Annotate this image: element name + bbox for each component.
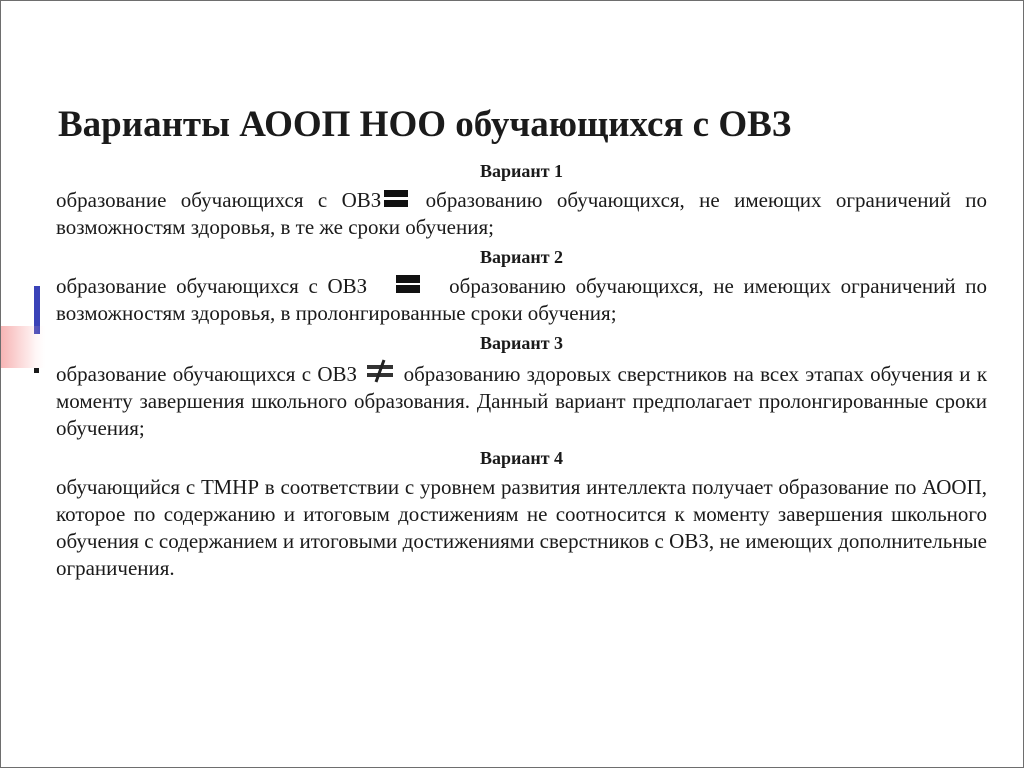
- variant-text-end: образованию обучающихся, не имеющих ограничений по возможностям здоровья, в пролонгированные сроки обучения;: [56, 274, 988, 325]
- not-equals-icon: [365, 359, 395, 383]
- slide-content: [56, 155, 987, 582]
- variant-block-2: [56, 241, 987, 327]
- decorative-dot: [34, 368, 39, 373]
- variant-text: обучающийся с ТМНР в соответствии с уровнем развития интеллекта получает образование по АООП, которое по содержанию и итоговым достижениям не соотносится к моменту завершения школьного обучения с содержанием и итоговыми достижениями сверстников с ОВЗ, не имеющих дополнительные ограничения.: [56, 475, 987, 580]
- variant-heading: Вариант 2: [479, 247, 564, 267]
- variant-text-start: образование обучающихся с ОВЗ: [56, 362, 358, 386]
- variant-heading: Вариант 1: [479, 161, 564, 181]
- variant-block-4: [56, 442, 987, 582]
- variant-text: [56, 187, 987, 241]
- variant-text: [56, 273, 987, 327]
- variant-heading: Вариант 3: [479, 333, 564, 353]
- variant-heading: Вариант 4: [479, 448, 564, 468]
- equals-icon: [395, 273, 421, 295]
- slide-title: Варианты АООП НОО обучающихся с ОВЗ: [58, 104, 792, 145]
- variant-text-start: образование обучающихся с ОВЗ: [56, 274, 368, 298]
- variant-text: [56, 359, 987, 442]
- variant-text-end: образованию обучающихся, не имеющих ограничений по возможностям здоровья, в те же сроки обучения;: [56, 188, 988, 239]
- variant-text-start: образование обучающихся с ОВЗ: [56, 188, 382, 212]
- variant-block-3: [56, 327, 987, 442]
- variant-text-end: образованию здоровых сверстников на всех этапах обучения и к моменту завершения школьного образования. Данный вариант предполагает пролонгированные сроки обучения;: [56, 362, 988, 440]
- variant-block-1: [56, 155, 987, 241]
- decorative-gradient: [1, 326, 45, 368]
- equals-icon: [383, 187, 409, 209]
